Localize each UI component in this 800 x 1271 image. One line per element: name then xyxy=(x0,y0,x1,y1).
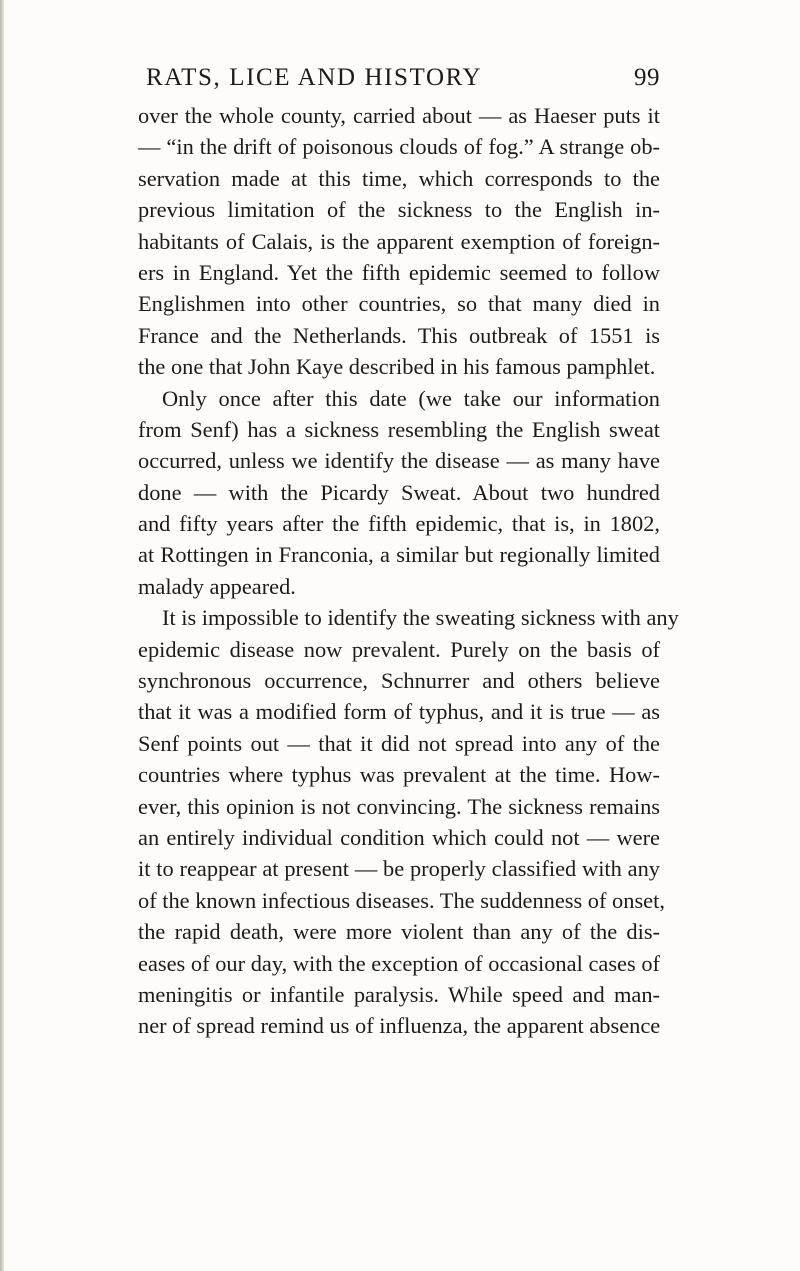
page-number: 99 xyxy=(634,64,660,91)
paragraph-2 xyxy=(138,383,660,603)
text-line: the one that John Kaye described in his famous pamphlet. xyxy=(138,354,656,380)
text-line: countries where typhus was prevalent at the time. How- xyxy=(138,762,660,788)
running-title: RATS, LICE AND HISTORY xyxy=(146,64,483,91)
text-line: habitants of Calais, is the apparent exemption of foreign- xyxy=(138,228,660,254)
text-line: ner of spread remind us of influenza, the apparent absence xyxy=(138,1013,661,1039)
text-line: that it was a modified form of typhus, and it is true — as xyxy=(138,699,660,725)
running-head xyxy=(138,64,660,100)
text-line: Senf points out — that it did not spread into any of the xyxy=(138,730,660,756)
text-line: at Rottingen in Franconia, a similar but regionally limited xyxy=(138,542,660,568)
text-line: meningitis or infantile paralysis. While speed and man- xyxy=(138,981,660,1007)
text-line: It is impossible to identify the sweating sickness with any xyxy=(162,605,679,631)
text-line: Only once after this date (we take our information xyxy=(162,385,660,411)
text-line: occurred, unless we identify the disease — as many have xyxy=(138,448,660,474)
text-line: an entirely individual condition which could not — were xyxy=(138,824,660,850)
text-line: Englishmen into other countries, so that many died in xyxy=(138,291,660,317)
text-line: synchronous occurrence, Schnurrer and others believe xyxy=(138,668,660,694)
text-line: from Senf) has a sickness resembling the English sweat xyxy=(138,416,660,442)
text-line: and fifty years after the fifth epidemic, that is, in 1802, xyxy=(138,511,660,537)
text-line: — “in the drift of poisonous clouds of fog.” A strange ob- xyxy=(138,134,660,160)
text-line: ever, this opinion is not convincing. The sickness remains xyxy=(138,793,660,819)
text-line: France and the Netherlands. This outbreak of 1551 is xyxy=(138,322,660,348)
text-line: malady appeared. xyxy=(138,573,296,599)
text-line: epidemic disease now prevalent. Purely on the basis of xyxy=(138,636,660,662)
text-line: of the known infectious diseases. The suddenness of onset, xyxy=(138,887,665,913)
text-line: eases of our day, with the exception of occasional cases of xyxy=(138,950,660,976)
text-line: done — with the Picardy Sweat. About two hundred xyxy=(138,479,660,505)
text-line: servation made at this time, which corresponds to the xyxy=(138,165,660,191)
body-text xyxy=(138,100,679,1042)
text-line: the rapid death, were more violent than any of the dis- xyxy=(138,919,660,945)
paragraph-3 xyxy=(138,602,679,1041)
text-line: it to reappear at present — be properly classified with any xyxy=(138,856,660,882)
text-line: ers in England. Yet the fifth epidemic seemed to follow xyxy=(138,259,660,285)
book-page xyxy=(138,64,679,1042)
text-line: over the whole county, carried about — as Haeser puts it xyxy=(138,103,660,128)
paragraph-1 xyxy=(138,100,660,383)
text-line: previous limitation of the sickness to the English in- xyxy=(138,197,660,223)
binding-edge xyxy=(0,0,4,1271)
